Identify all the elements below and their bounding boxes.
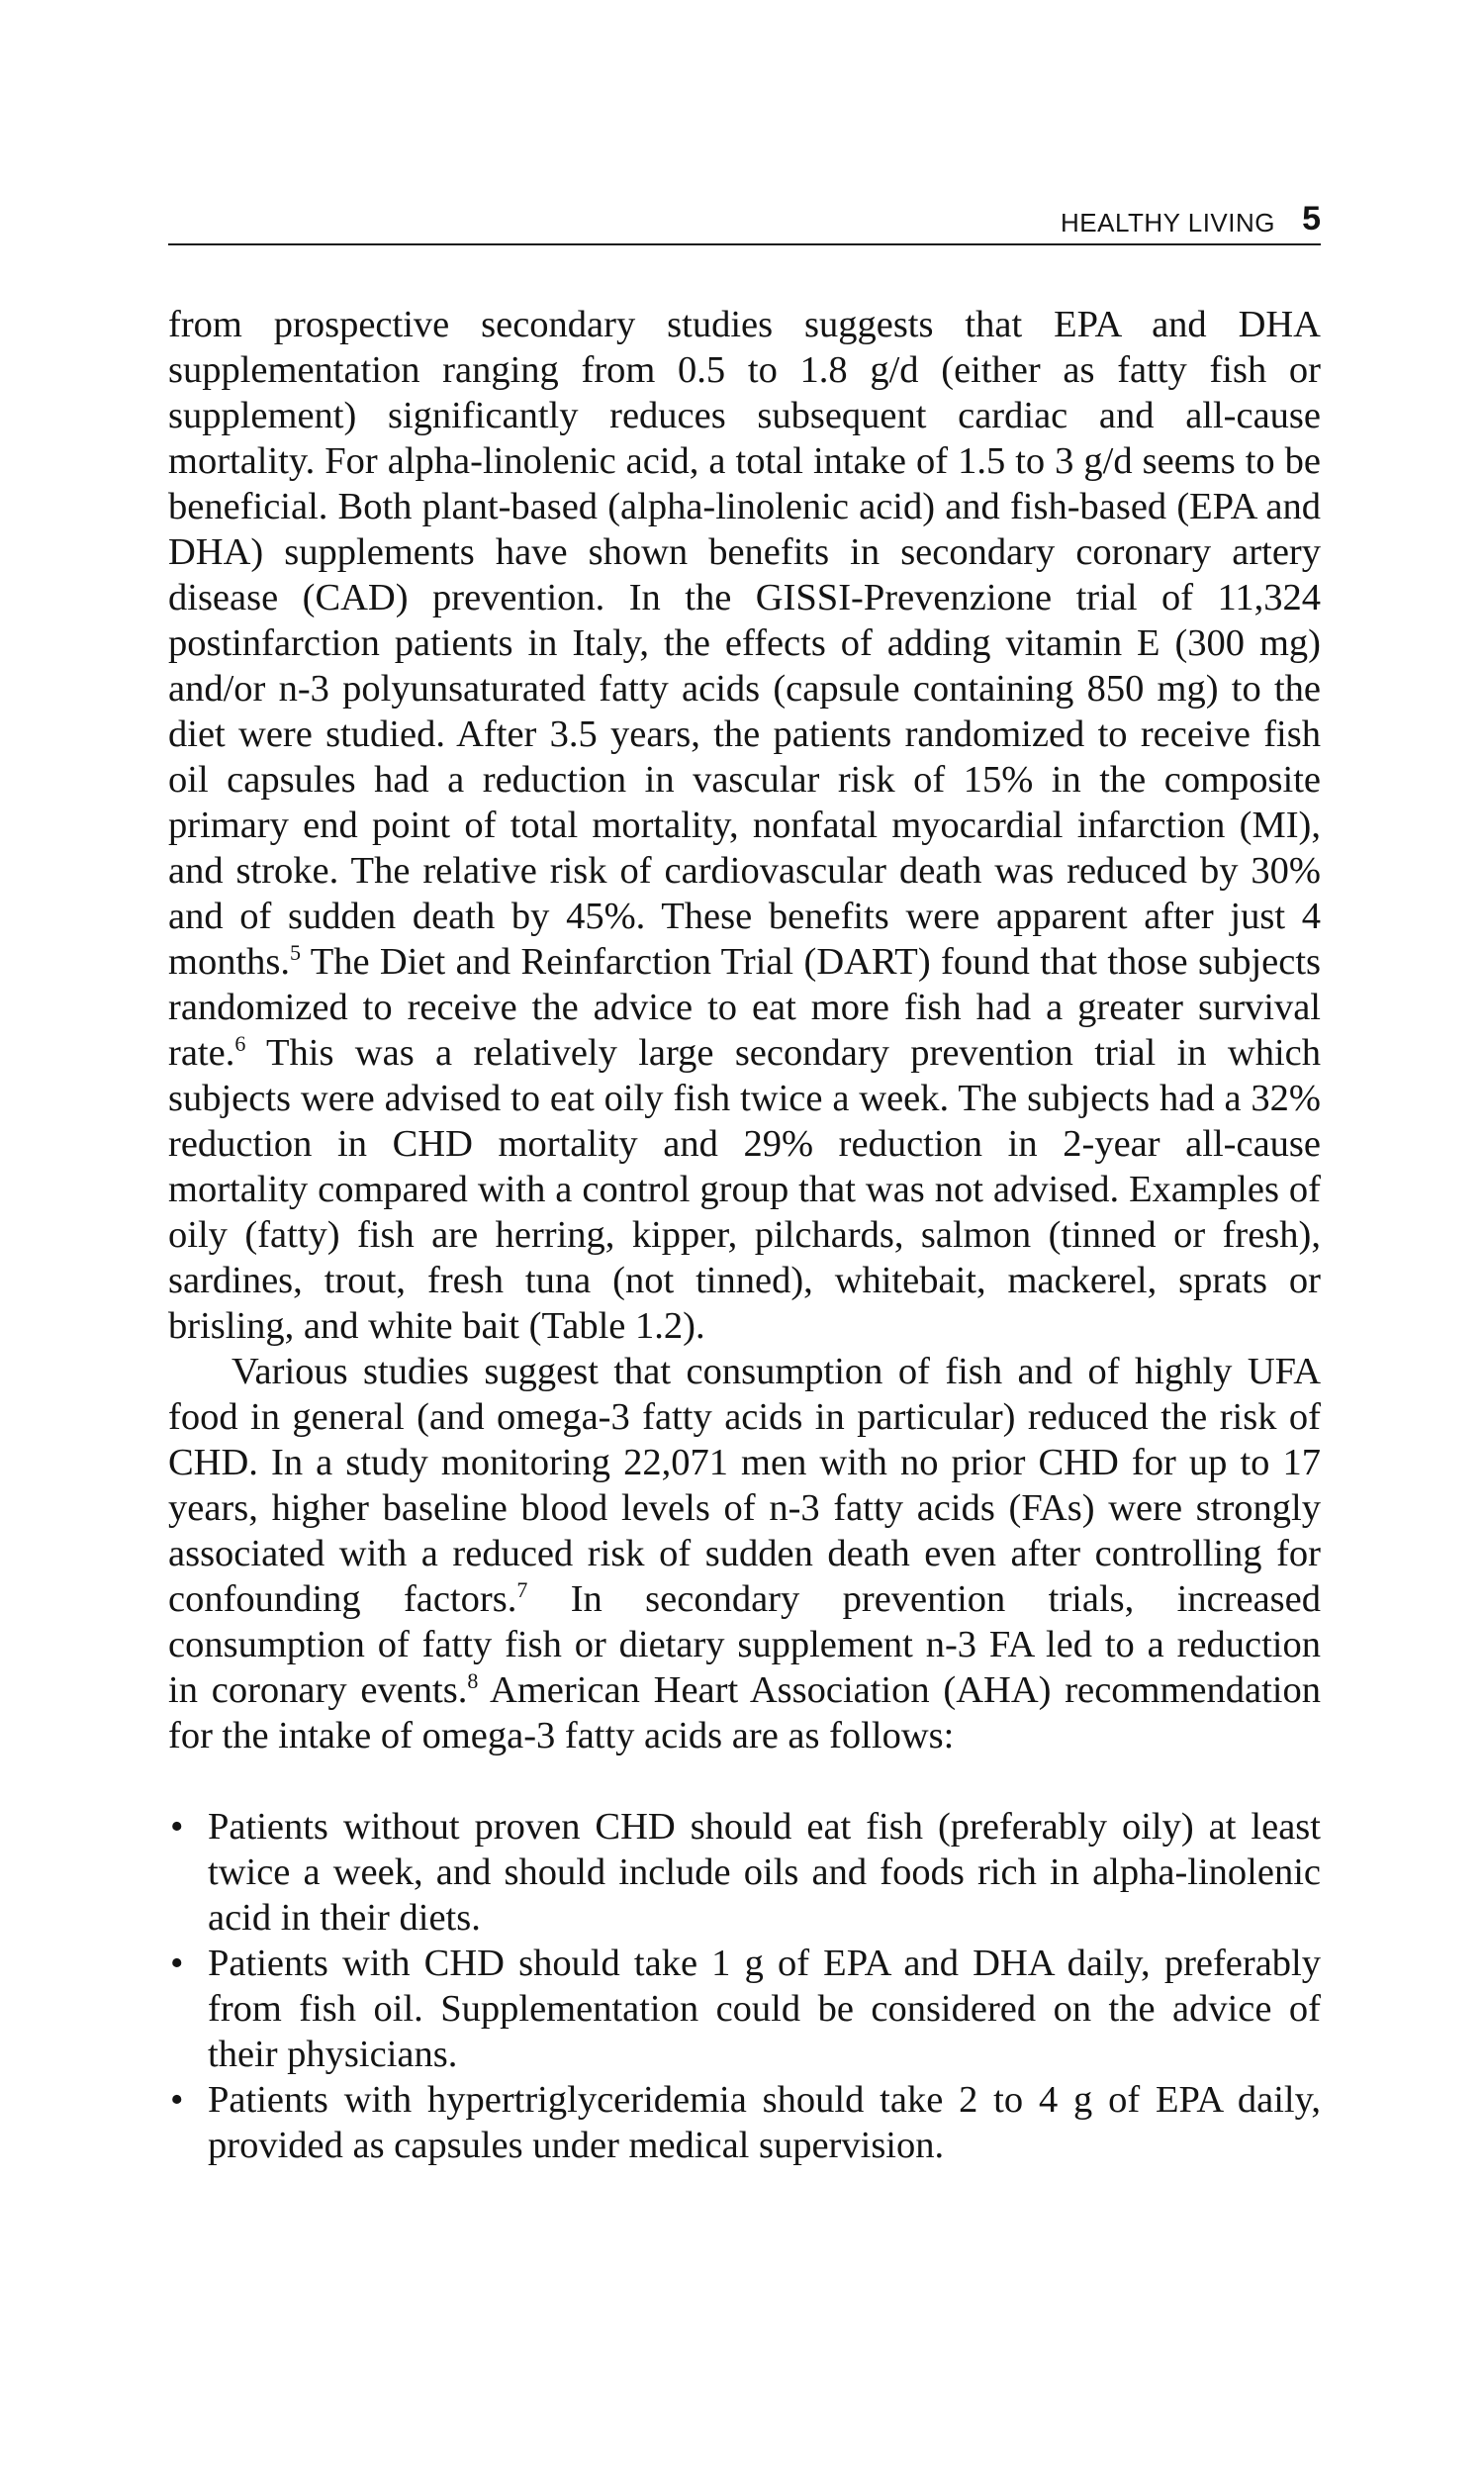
reference-superscript: 6 (234, 1031, 246, 1057)
reference-superscript: 5 (290, 940, 302, 966)
running-head-title: HEALTHY LIVING (1061, 208, 1275, 237)
paragraph-text: In secondary prevention trials, increased consumption of fatty fish or dietary supplement n-3 FA led to a reduction in coronary events. (168, 1578, 1321, 1711)
list-item-text: Patients with CHD should take 1 g of EPA and DHA daily, preferably from fish oil. Supplementation could be considered on the advice of their physicians. (208, 1943, 1321, 2075)
paragraph-text: The Diet and Reinfarction Trial (DART) found that those subjects randomized to receive the advice to eat more fish had a greater survival rate. (168, 941, 1321, 1074)
paragraph-text: from prospective secondary studies suggests that EPA and DHA supplementation ranging from 0.5 to 1.8 g/d (either as fatty fish or supplement) significantly reduces subsequent cardiac and all-cause mortality. For alpha-linolenic acid, a total intake of 1.5 to 3 g/d seems to be beneficial. Both plant-based (alpha-linolenic acid) and fish-based (EPA and DHA) supplements have shown benefits in secondary coronary artery disease (CAD) prevention. In the GISSI-Prevenzione trial of 11,324 postinfarction patients in Italy, the effects of adding vitamin E (300 mg) and/or n-3 polyunsaturated fatty acids (capsule containing 850 mg) to the diet were studied. After 3.5 years, the patients randomized to receive fish oil capsules had a reduction in vascular risk of 15% in the composite primary end point of total mortality, nonfatal myocardial infarction (MI), and stroke. The relative risk of cardiovascular death was reduced by 30% and of sudden death by 45%. These benefits were apparent after just 4 months. (168, 304, 1321, 983)
list-item-text: Patients with hypertriglyceridemia should take 2 to 4 g of EPA daily, provided as capsules under medical supervision. (208, 2079, 1321, 2166)
list-item-text: Patients without proven CHD should eat fish (preferably oily) at least twice a week, and should include oils and foods rich in alpha-linolenic acid in their diets. (208, 1806, 1321, 1939)
list-item (168, 1941, 1321, 2077)
list-item (168, 1804, 1321, 1941)
list-item (168, 2077, 1321, 2168)
reference-superscript: 7 (516, 1577, 528, 1603)
running-header (168, 194, 1321, 245)
paragraph-omega3-trials (168, 302, 1321, 1349)
body-text (168, 302, 1321, 2168)
bullet-marker: • (170, 1943, 184, 1984)
bullet-marker: • (170, 2079, 184, 2121)
paragraph-text: Various studies suggest that consumption of fish and of highly UFA food in general (and omega-3 fatty acids in particular) reduced the risk of CHD. In a study monitoring 22,071 men with no prior CHD for up to 17 years, higher baseline blood levels of n-3 fatty acids (FAs) were strongly associated with a reduced risk of sudden death even after controlling for confounding factors. (168, 1351, 1321, 1620)
page-number: 5 (1302, 200, 1321, 237)
paragraph-fish-consumption (168, 1349, 1321, 1758)
book-page (168, 0, 1326, 2466)
bullet-marker: • (170, 1806, 184, 1848)
paragraph-text: American Heart Association (AHA) recommendation for the intake of omega-3 fatty acids are as follows: (168, 1669, 1322, 1756)
reference-superscript: 8 (467, 1668, 479, 1694)
paragraph-text: This was a relatively large secondary prevention trial in which subjects were advised to eat oily fish twice a week. The subjects had a 32% reduction in CHD mortality and 29% reduction in 2-year all-cause mortality compared with a control group that was not advised. Examples of oily (fatty) fish are herring, kipper, pilchards, salmon (tinned or fresh), sardines, trout, fresh tuna (not tinned), whitebait, mackerel, sprats or brisling, and white bait (Table 1.2). (168, 1032, 1321, 1347)
aha-recommendations-list (168, 1804, 1321, 2168)
